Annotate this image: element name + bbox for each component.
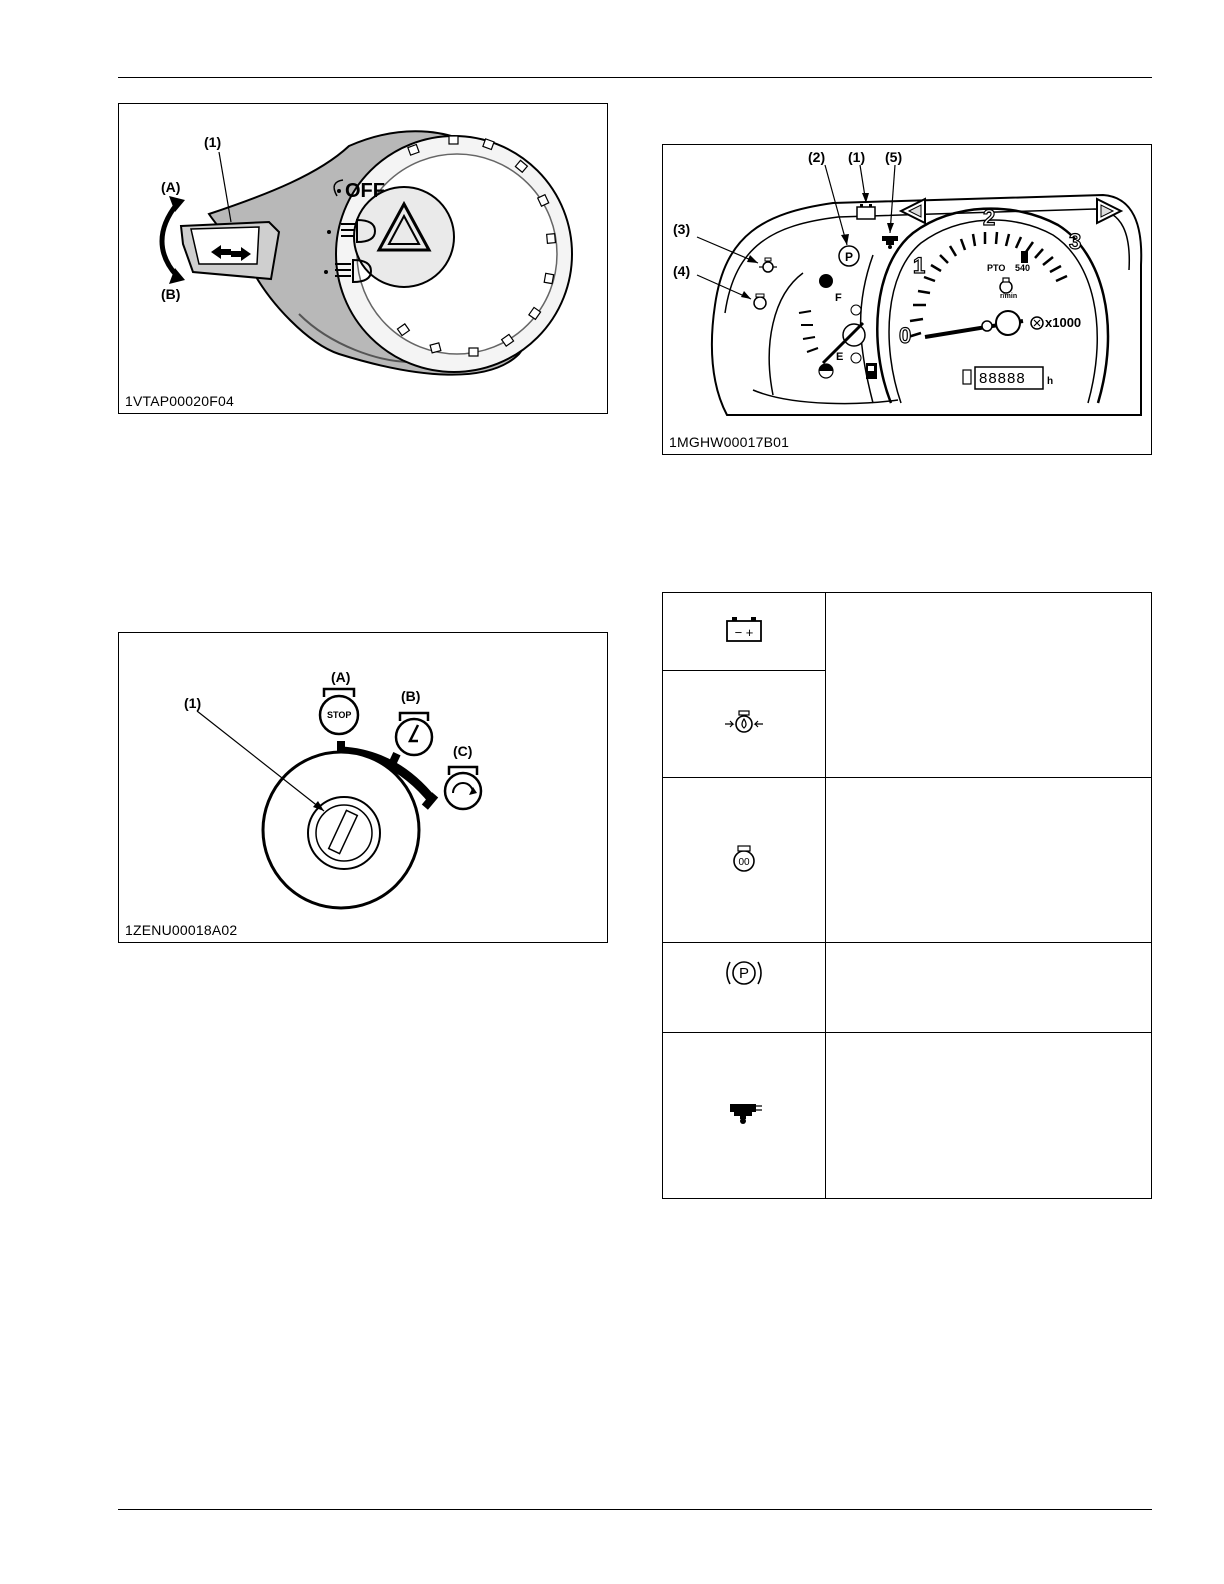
tacho-tick-2: 2 <box>983 205 996 230</box>
fuel-pump-icon <box>866 363 877 379</box>
key-switch-figure <box>118 632 608 943</box>
light-lever <box>181 222 279 279</box>
icon-cell <box>663 943 826 1033</box>
light-switch-drawing <box>119 104 608 414</box>
callout-3: (3) <box>673 221 691 237</box>
key-switch-drawing <box>119 633 608 943</box>
parking-label: P <box>738 965 750 982</box>
hour-meter-value: 88888 <box>979 370 1026 387</box>
svg-text:P: P <box>845 250 854 264</box>
oil-pressure-icon <box>759 258 777 272</box>
fuel-empty-label: E <box>836 351 844 363</box>
tacho-tick-3: 3 <box>1069 229 1082 254</box>
tacho-tick-0: 0 <box>899 323 912 348</box>
figure-caption: 1MGHW00017B01 <box>669 434 790 450</box>
icon-cell <box>663 593 826 671</box>
callout-start: (C) <box>453 743 473 759</box>
description-cell <box>826 778 1152 943</box>
header-rule <box>118 77 1152 78</box>
start-icon <box>445 767 481 809</box>
hour-unit: h <box>1047 376 1054 387</box>
turn-left-icon <box>901 199 925 223</box>
instrument-panel-drawing <box>663 145 1152 455</box>
icon-cell <box>663 778 826 943</box>
glow-plug-icon <box>729 843 759 873</box>
callout-5: (5) <box>885 149 903 165</box>
pto-rpm: 540 <box>1015 263 1031 273</box>
description-cell <box>826 1033 1152 1199</box>
on-glow-icon <box>396 713 432 755</box>
indicator-lamp-table <box>662 592 1152 1199</box>
glow-plug-label: 00 <box>738 856 750 868</box>
fuel-filter-water-icon <box>882 236 898 249</box>
callout-1: (1) <box>848 149 866 165</box>
stop-label: STOP <box>327 710 352 720</box>
icon-cell <box>663 1033 826 1199</box>
callout-direction-b: (B) <box>161 286 181 302</box>
footer-rule <box>118 1509 1152 1510</box>
off-position-label: OFF <box>345 180 385 202</box>
glow-plug-icon <box>754 294 766 309</box>
instrument-panel-figure <box>662 144 1152 455</box>
fuel-full-label: F <box>835 292 842 304</box>
callout-direction-a: (A) <box>161 179 181 195</box>
parking-brake-icon <box>839 246 859 266</box>
figure-caption: 1ZENU00018A02 <box>125 922 238 938</box>
callout-key: (1) <box>184 695 202 711</box>
callout-lever: (1) <box>204 134 222 150</box>
light-switch-figure <box>118 103 608 414</box>
callout-4: (4) <box>673 263 691 279</box>
callout-stop: (A) <box>331 669 351 685</box>
battery-label: − + <box>734 625 754 640</box>
pto-label: PTO <box>987 263 1006 273</box>
description-cell <box>826 943 1152 1033</box>
callout-on: (B) <box>401 688 421 704</box>
tacho-tick-1: 1 <box>913 253 926 278</box>
callout-2: (2) <box>808 149 826 165</box>
table-row <box>663 1033 1152 1199</box>
fuel-filter-water-icon <box>724 1098 764 1128</box>
battery-charge-icon <box>857 204 875 219</box>
table-row <box>663 778 1152 943</box>
battery-charge-icon <box>724 614 764 644</box>
tacho-multiplier: x1000 <box>1045 315 1082 330</box>
table-row <box>663 943 1152 1033</box>
icon-cell <box>663 671 826 778</box>
rpm-unit: r/min <box>1000 293 1018 300</box>
description-cell <box>826 593 1152 778</box>
table-row <box>663 593 1152 671</box>
parking-brake-icon <box>724 957 764 989</box>
figure-caption: 1VTAP00020F04 <box>125 393 234 409</box>
oil-pressure-icon <box>722 708 766 736</box>
